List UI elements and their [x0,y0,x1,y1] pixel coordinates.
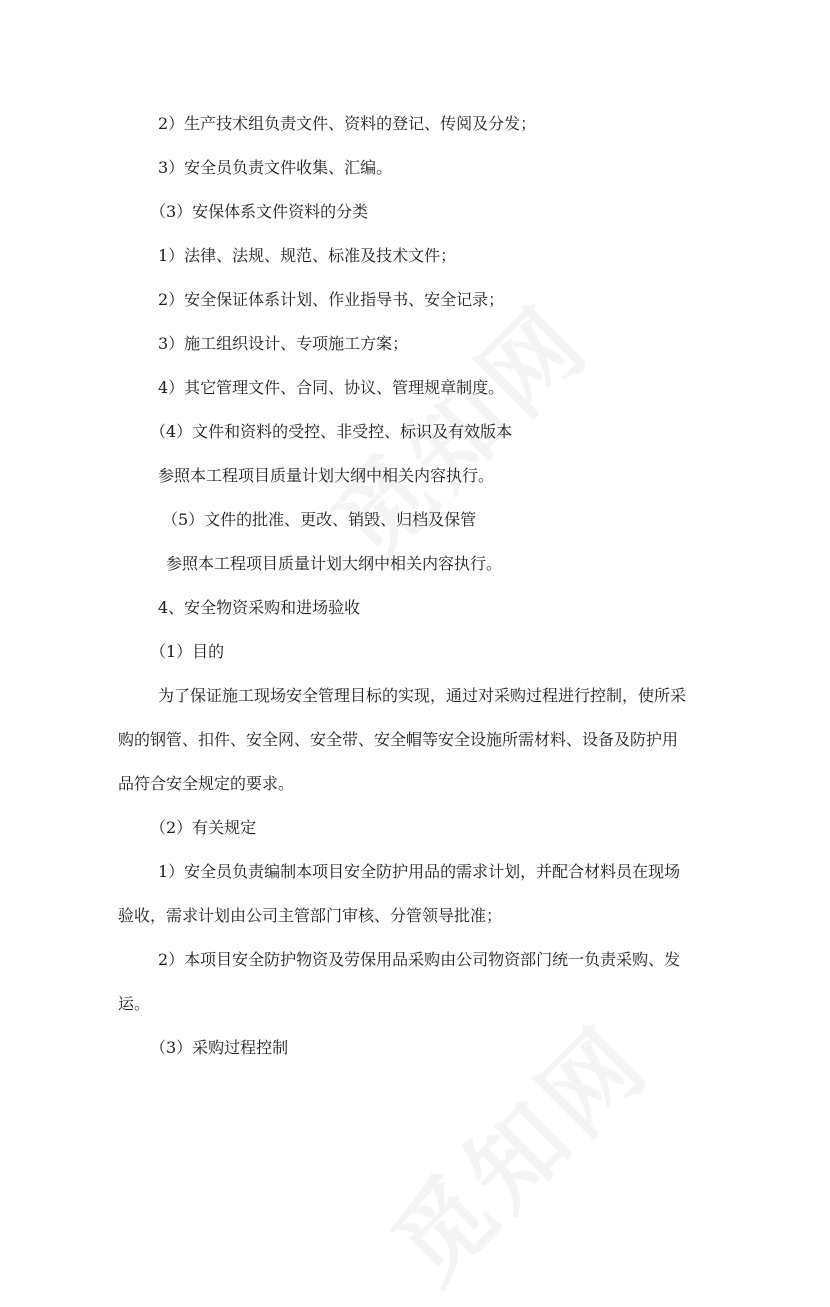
text-line: 为了保证施工现场安全管理目标的实现，通过对采购过程进行控制，使所采 [158,686,687,705]
watermark [357,990,674,1307]
section-heading: （2）有关规定 [150,818,257,837]
text-line: 1）安全员负责编制本项目安全防护用品的需求计划，并配合材料员在现场 [158,862,681,881]
text-line: 2）安全保证体系计划、作业指导书、安全记录； [158,290,505,309]
text-line: 3）安全员负责文件收集、汇编。 [158,158,393,177]
text-line: 参照本工程项目质量计划大纲中相关内容执行。 [158,466,495,485]
section-heading: （3）安保体系文件资料的分类 [150,202,369,221]
text-line: 4）其它管理文件、合同、协议、管理规章制度。 [158,378,505,397]
section-heading: （1）目的 [150,642,225,661]
text-line: 1）法律、法规、规范、标准及技术文件； [158,246,457,265]
text-line: 运。 [118,994,151,1013]
text-line: 购的钢管、扣件、安全网、安全带、安全帽等安全设施所需材料、设备及防护用 [118,730,679,749]
text-line: 2）本项目安全防护物资及劳保用品采购由公司物资部门统一负责采购、发 [158,950,681,969]
section-heading: （4）文件和资料的受控、非受控、标识及有效版本 [150,422,513,441]
text-line: 2）生产技术组负责文件、资料的登记、传阅及分发； [158,114,537,133]
section-heading: （3）采购过程控制 [150,1038,289,1057]
section-heading: （5）文件的批准、更改、销毁、归档及保管 [162,510,477,529]
text-line: 参照本工程项目质量计划大纲中相关内容执行。 [166,554,503,573]
text-line: 品符合安全规定的要求。 [118,774,295,793]
section-heading: 4、安全物资采购和进场验收 [158,598,361,617]
text-line: 验收，需求计划由公司主管部门审核、分管领导批准； [118,906,503,925]
text-line: 3）施工组织设计、专项施工方案； [158,334,409,353]
